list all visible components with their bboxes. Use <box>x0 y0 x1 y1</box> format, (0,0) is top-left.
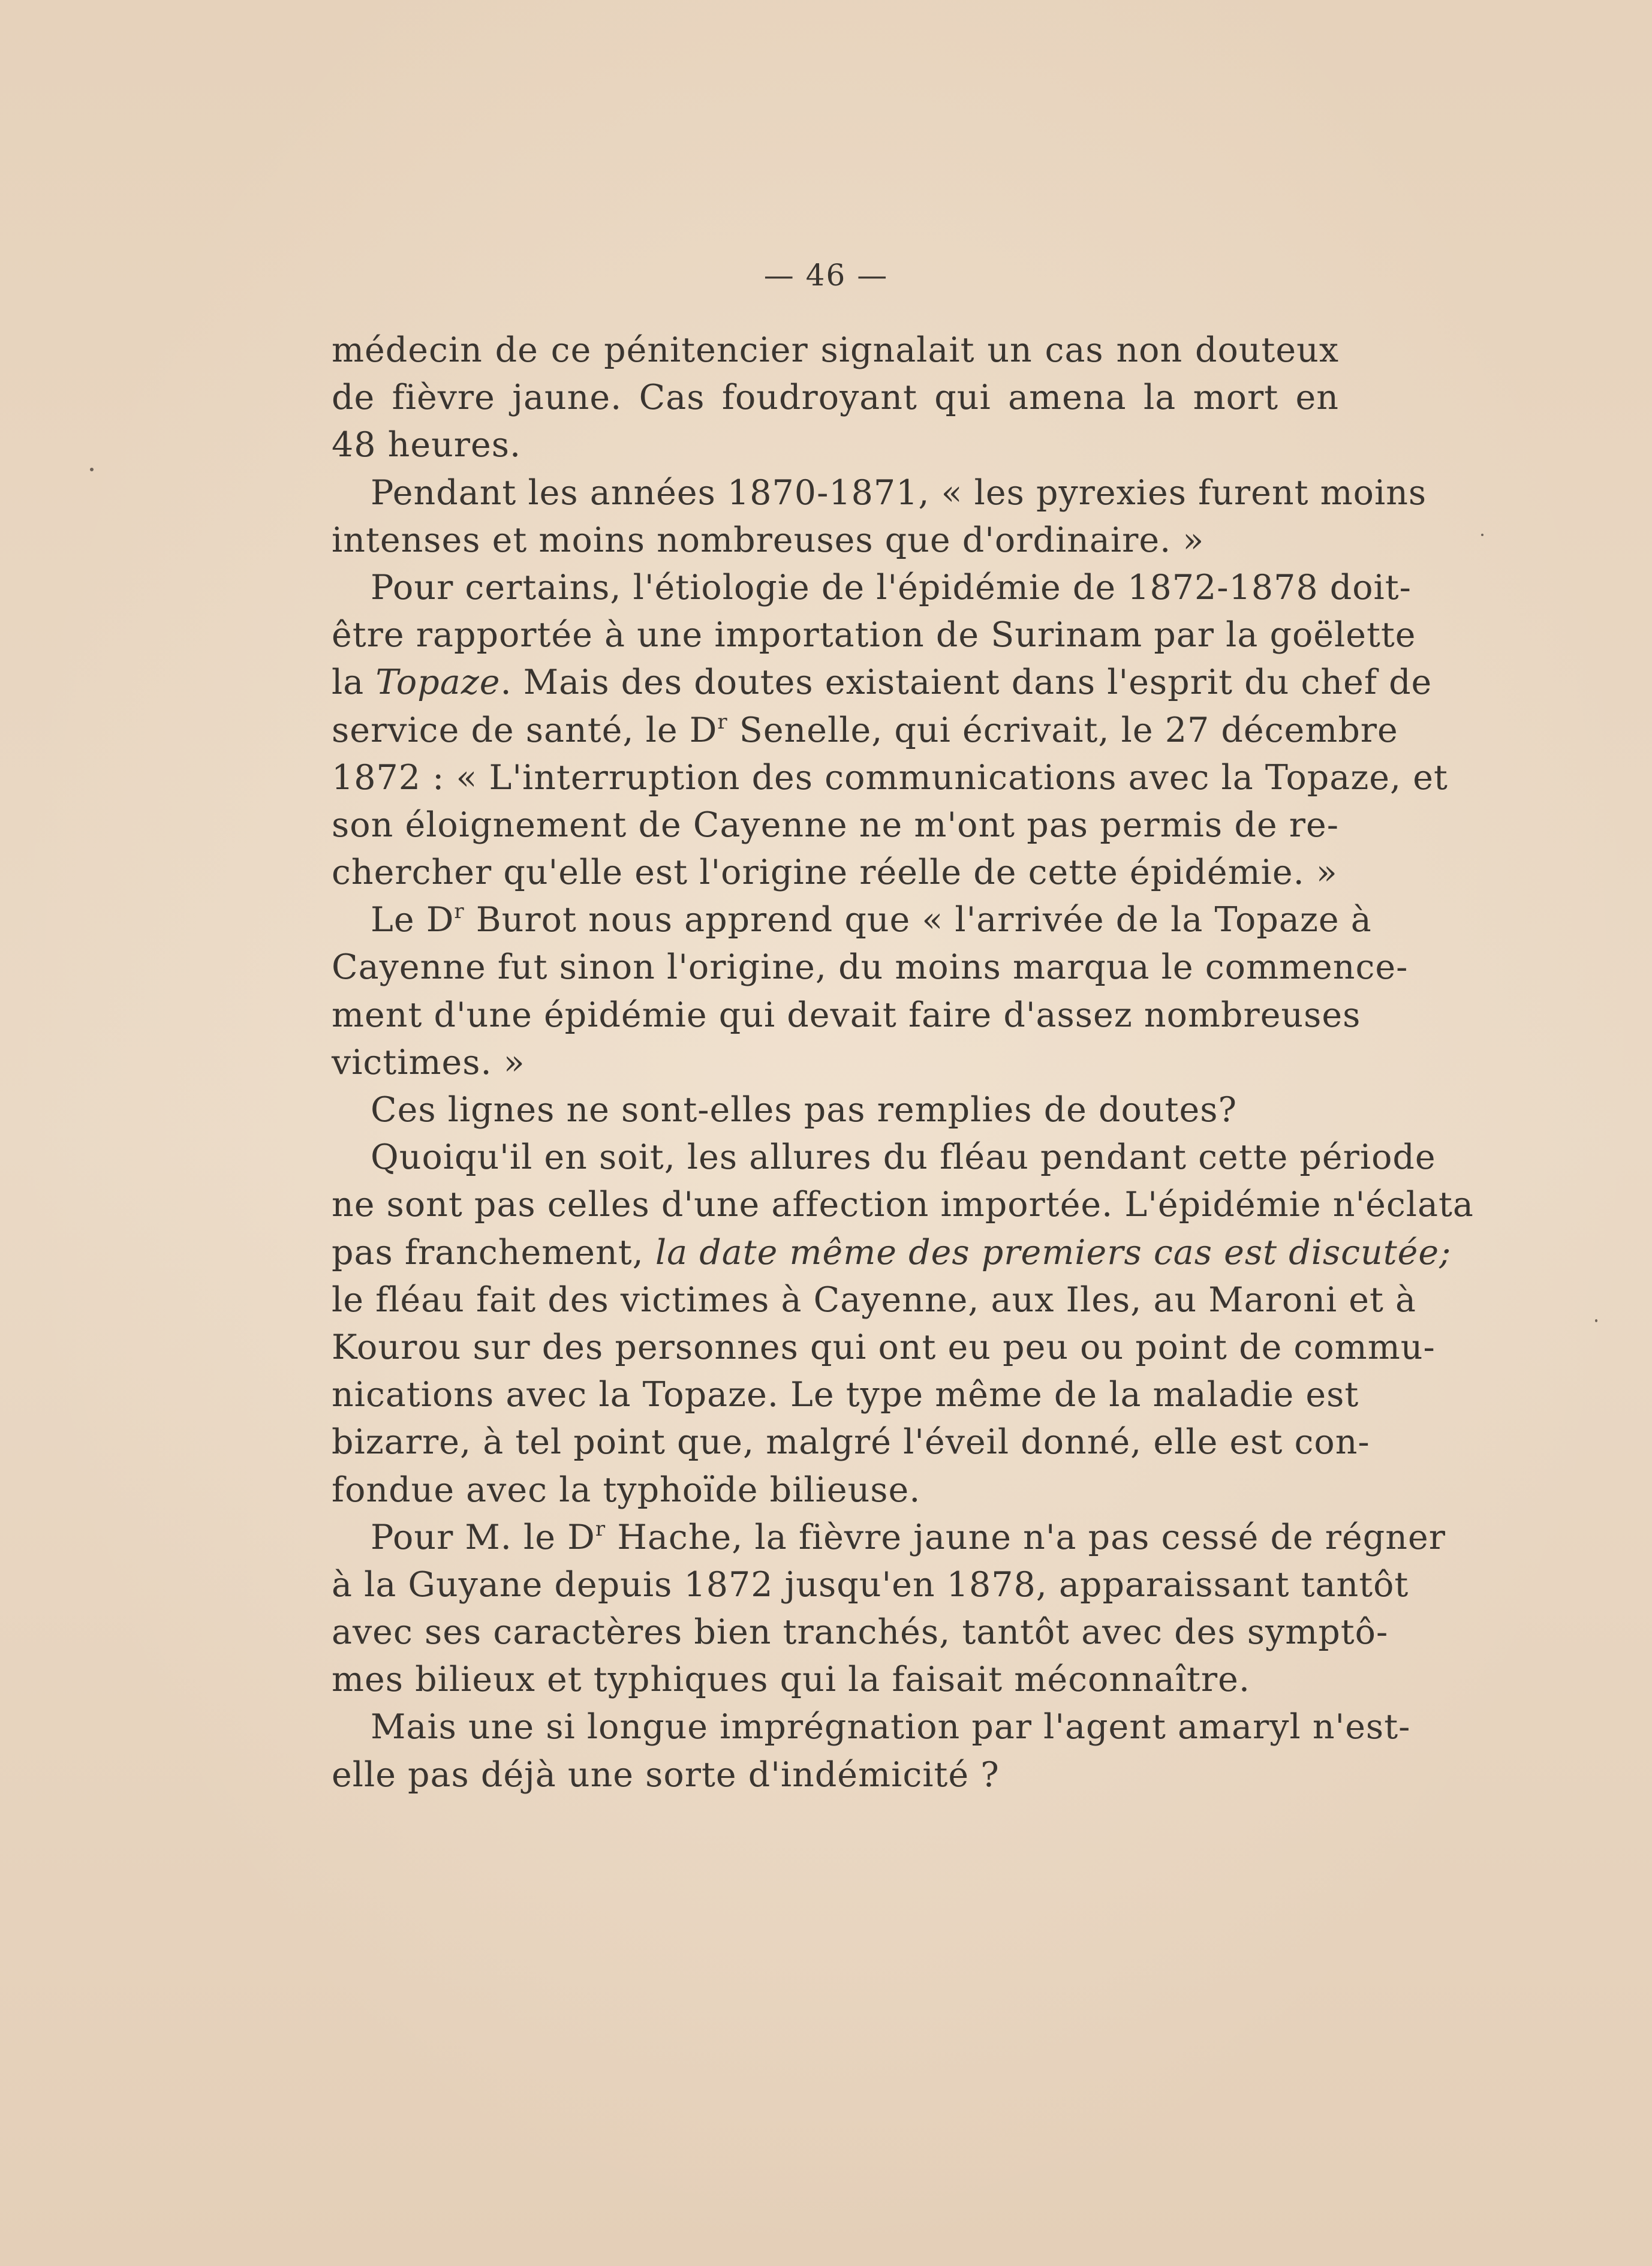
text-segment: pas franchement, <box>332 1232 655 1272</box>
text-line: mes bilieux et typhiques qui la faisait méconnaître. <box>332 1660 1250 1700</box>
text-line: le fléau fait des victimes à Cayenne, aux Iles, au Maroni et à <box>332 1280 1416 1320</box>
text-segment: la <box>332 663 376 703</box>
text-line: Kourou sur des personnes qui ont eu peu ou point de commu- <box>332 1327 1436 1367</box>
text-line: Mais une si longue imprégnation par l'agent amaryl n'est- <box>371 1707 1411 1747</box>
italic-phrase: Topaze <box>375 663 501 703</box>
text-line: Quoiqu'il en soit, les allures du fléau pendant cette période <box>371 1137 1436 1178</box>
body-text <box>332 327 1474 1799</box>
text-line: nications avec la Topaze. Le type même de la maladie est <box>332 1375 1359 1415</box>
text-line: intenses et moins nombreuses que d'ordinaire. » <box>332 520 1205 560</box>
italic-phrase: la date même des premiers cas est discutée; <box>655 1232 1452 1272</box>
text-line <box>332 1229 1452 1277</box>
text-line: être rapportée à une importation de Surinam par la goëlette <box>332 615 1416 655</box>
paper-speck <box>1595 1319 1597 1322</box>
text-line: Pour M. le $D^r$ Hache, la fièvre jaune n'a pas cessé de régner <box>371 1516 1446 1557</box>
text-line: service de santé, le $D^r$ Senelle, qui écrivait, le 27 décembre <box>332 709 1398 750</box>
text-line: ne sont pas celles d'une affection importée. L'épidémie n'éclata <box>332 1185 1474 1225</box>
text-segment: . Mais des doutes existaient dans l'esprit du chef de <box>500 663 1433 703</box>
paper-speck <box>90 468 94 471</box>
text-line: chercher qu'elle est l'origine réelle de cette épidémie. » <box>332 853 1338 893</box>
text-line: Le $D^r$ Burot nous apprend que « l'arrivée de la Topaze à <box>371 899 1372 940</box>
text-line: son éloignement de Cayenne ne m'ont pas permis de re- <box>332 805 1339 845</box>
text-line: avec ses caractères bien tranchés, tantôt avec des symptô- <box>332 1612 1389 1653</box>
text-line: 1872 : « L'interruption des communications avec la Topaze, et <box>332 757 1448 798</box>
text-line: Ces lignes ne sont-elles pas remplies de doutes? <box>371 1090 1238 1130</box>
text-line: victimes. » <box>332 1042 525 1082</box>
text-line: médecin de ce pénitencier signalait un cas non douteux <box>332 330 1339 370</box>
text-line: de fièvre jaune. Cas foudroyant qui amena la mort en <box>332 378 1339 418</box>
text-line: ment d'une épidémie qui devait faire d'assez nombreuses <box>332 995 1361 1035</box>
text-line <box>332 659 1433 706</box>
paper-speck <box>1481 534 1484 536</box>
text-line: elle pas déjà une sorte d'indémicité ? <box>332 1755 1000 1795</box>
text-line: Pour certains, l'étiologie de l'épidémie de 1872-1878 doit- <box>371 567 1412 607</box>
text-line: bizarre, à tel point que, malgré l'éveil donné, elle est con- <box>332 1422 1370 1462</box>
text-line: Cayenne fut sinon l'origine, du moins marqua le commence- <box>332 947 1409 988</box>
text-line: 48 heures. <box>332 425 522 465</box>
text-line: fondue avec la typhoïde bilieuse. <box>332 1470 921 1510</box>
text-line: à la Guyane depuis 1872 jusqu'en 1878, apparaissant tantôt <box>332 1564 1409 1605</box>
page-number: — 46 — <box>763 258 889 293</box>
text-line: Pendant les années 1870-1871, « les pyrexies furent moins <box>371 473 1427 513</box>
